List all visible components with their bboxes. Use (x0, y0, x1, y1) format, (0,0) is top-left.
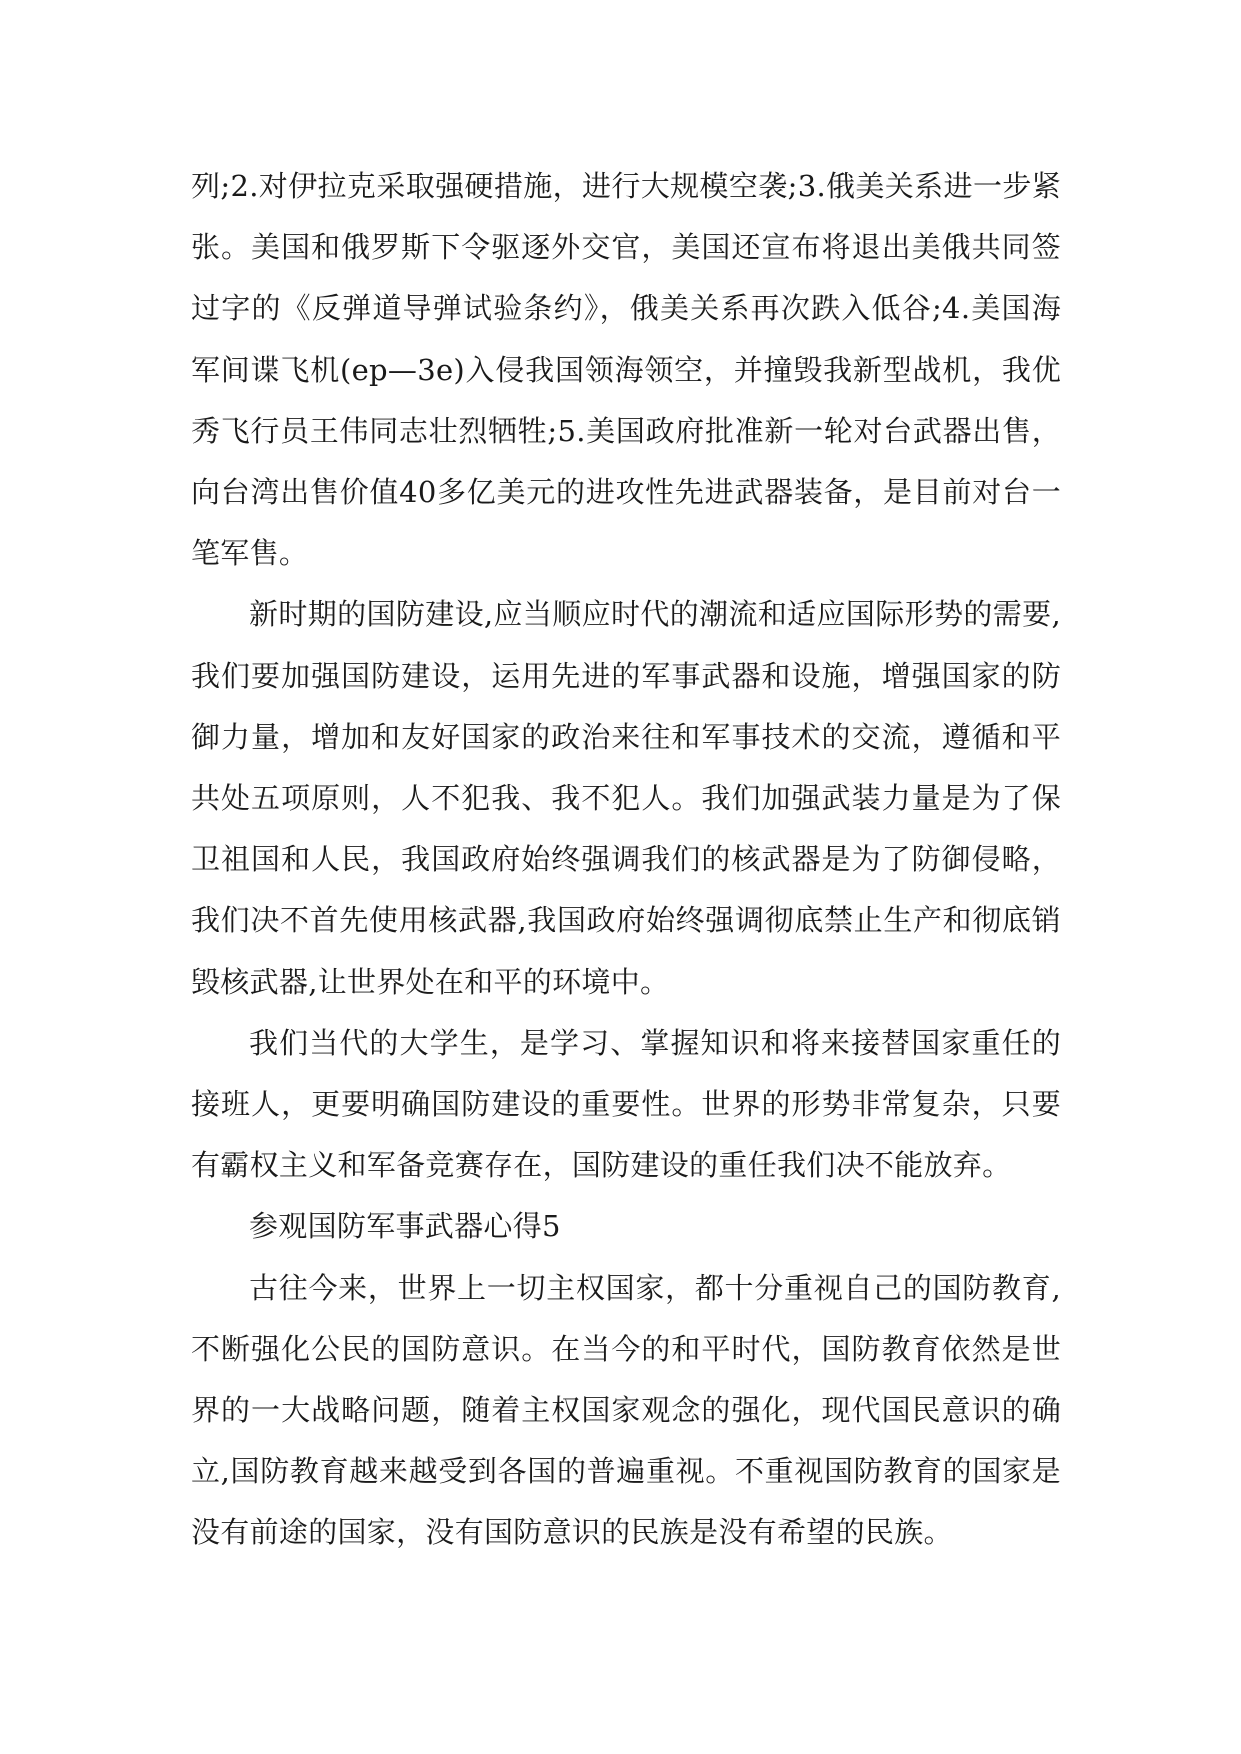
document-body (191, 156, 1061, 1564)
paragraph-university-students: 我们当代的大学生，是学习、掌握知识和将来接替国家重任的接班人，更要明确国防建设的重要性。世界的形势非常复杂，只要有霸权主义和军备竞赛存在，国防建设的重任我们决不能放弃。 (191, 1025, 1061, 1183)
paragraph-defense-construction: 新时期的国防建设,应当顺应时代的潮流和适应国际形势的需要,我们要加强国防建设，运用先进的军事武器和设施，增强国家的防御力量，增加和友好国家的政治来往和军事技术的交流，遵循和平共处五项原则，人不犯我、我不犯人。我们加强武装力量是为了保卫祖国和人民，我国政府始终强调我们的核武器是为了防御侵略，我们决不首先使用核武器,我国政府始终强调彻底禁止生产和彻底销毁核武器,让世界处在和平的环境中。 (191, 597, 1061, 999)
paragraph-defense-education: 古往今来，世界上一切主权国家，都十分重视自己的国防教育,不断强化公民的国防意识。在当今的和平时代，国防教育依然是世界的一大战略问题，随着主权国家观念的强化，现代国民意识的确立,国防教育越来越受到各国的普遍重视。不重视国防教育的国家是没有前途的国家，没有国防意识的民族是没有希望的民族。 (191, 1270, 1061, 1550)
section-heading: 参观国防军事武器心得5 (249, 1209, 561, 1244)
paragraph-continued: 列;2.对伊拉克采取强硬措施，进行大规模空袭;3.俄美关系进一步紧张。美国和俄罗斯下令驱逐外交官，美国还宣布将退出美俄共同签过字的《反弹道导弹试验条约》，俄美关系再次跌入低谷;4.美国海军间谍飞机(ep—3e)入侵我国领海领空，并撞毁我新型战机，我优秀飞行员王伟同志壮烈牺牲;5.美国政府批准新一轮对台武器出售，向台湾出售价值40多亿美元的进攻性先进武器装备，是目前对台一笔军售。 (191, 169, 1061, 571)
